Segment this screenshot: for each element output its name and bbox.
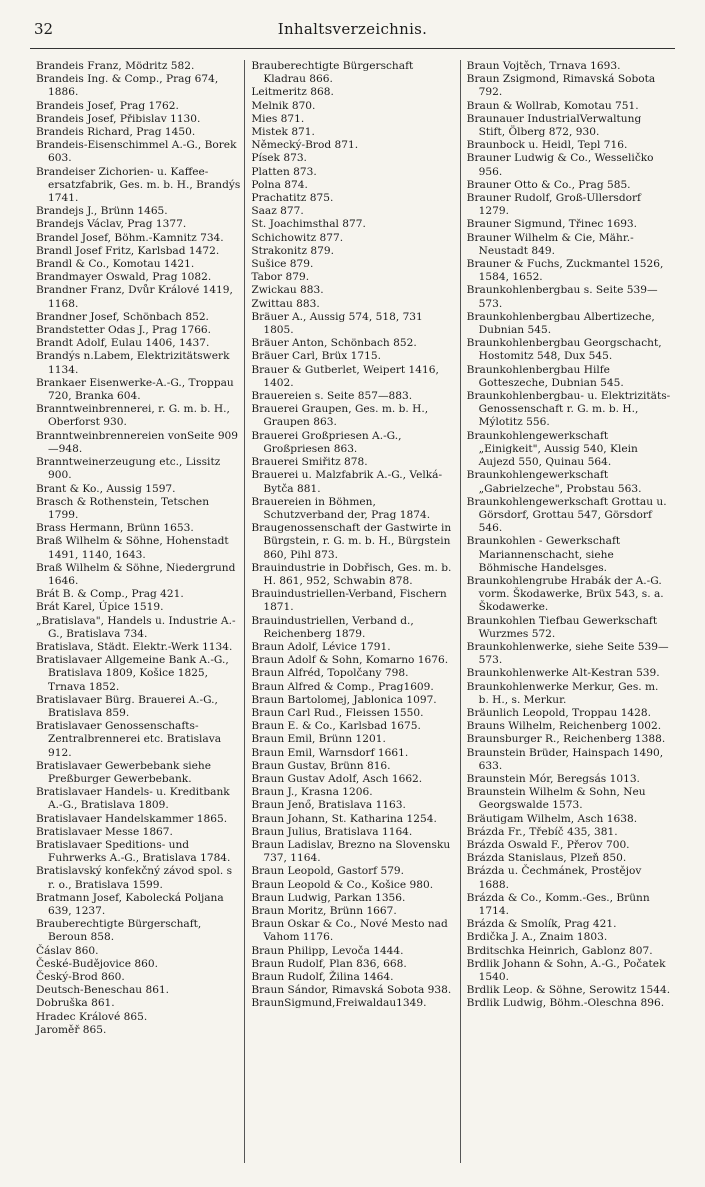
index-entry: Braunkohlenbergbau Hilfe Gotteszeche, Dubnian 545. <box>466 363 624 389</box>
index-entry: Braun & Wollrab, Komotau 751. <box>466 99 639 112</box>
index-entry: Bräuer A., Aussig 574, 518, 731 1805. <box>251 310 423 337</box>
page-number: 32 <box>34 20 54 38</box>
index-column-2 <box>244 60 459 1163</box>
index-entry: Brauner Rudolf, Groß-Ullersdorf 1279. <box>466 192 641 218</box>
index-entry: Braunkohlenbergbau Georgschacht, Hostomitz 548, Dux 545. <box>466 337 662 363</box>
index-entry: Brandejs J., Brünn 1465. <box>36 205 168 218</box>
index-entry: Brandeis Josef, Přibislav 1130. <box>36 112 201 125</box>
index-entry: Brauerei Graupen, Ges. m. b. H., Graupen 863. <box>251 403 429 429</box>
index-entry: Braunkohlengrube Hrabák der A.-G. vorm. Škodawerke, Brüx 543, s. a. Škodawerke. <box>466 574 664 614</box>
index-entry: Brauer & Gutberlet, Weipert 1416, 1402. <box>251 363 439 389</box>
index-entry: Brauerei Smiřitz 878. <box>251 456 368 469</box>
index-entry: Braun Johann, St. Katharina 1254. <box>251 812 437 825</box>
index-entry: Branntweinerzeugung etc., Lissitz 900. <box>36 456 221 482</box>
index-entry: Bratislavaer Allgemeine Bank A.-G., Bratislava 1809, Košice 1825, Trnava 1852. <box>36 654 229 693</box>
index-entry: Brázda u. Čechmánek, Prostějov 1688. <box>466 865 642 891</box>
index-entry: Mistek 871. <box>251 126 315 139</box>
index-entry: St. Joachimsthal 877. <box>251 218 366 231</box>
index-entry: Braunbock u. Heidl, Tepl 716. <box>466 139 628 152</box>
index-entry: Braun Jenő, Bratislava 1163. <box>251 799 406 812</box>
index-entry: Jaroměř 865. <box>36 1023 107 1036</box>
index-entry: Tabor 879. <box>251 271 310 284</box>
header-rule <box>30 48 675 49</box>
index-entry: Braun Adolf, Lévice 1791. <box>251 640 391 653</box>
index-entry: Braunstein Brüder, Hainspach 1490, 633. <box>466 746 664 772</box>
index-entry: Brauner Wilhelm & Cie, Mähr.-Neustadt 849. <box>466 231 634 257</box>
index-entry: Brázda Oswald F., Přerov 700. <box>466 838 630 851</box>
index-entry: Braunkohlen Tiefbau Gewerkschaft Wurzmes 572. <box>466 614 658 640</box>
index-entry: Braun Oskar & Co., Nové Mesto nad Vahom 1176. <box>251 918 448 944</box>
index-entry: Brdlik Ludwig, Böhm.-Oleschna 896. <box>466 997 665 1010</box>
index-entry: Bratislavaer Bürg. Brauerei A.-G., Bratislava 859. <box>36 693 218 719</box>
index-entry: Branntweinbrennereien vonSeite 909—948. <box>36 429 239 455</box>
index-entry: Brasch & Rothenstein, Tetschen 1799. <box>36 495 210 521</box>
index-entry: Braunkohlenbergbau Albertizeche, Dubnian 545. <box>466 310 655 337</box>
index-entry: Bräunlich Leopold, Troppau 1428. <box>466 706 652 719</box>
index-entry: Brandýs n.Labem, Elektrizitätswerk 1134. <box>36 350 230 376</box>
index-entry: Braun Zsigmond, Rimavská Sobota 792. <box>466 73 656 99</box>
index-entry: Braunkohlengewerkschaft „Einigkeit", Aussig 540, Klein Aujezd 550, Quinau 564. <box>466 429 638 469</box>
index-entry: Brandmayer Oswald, Prag 1082. <box>36 271 212 284</box>
index-entry: Brauns Wilhelm, Reichenberg 1002. <box>466 720 662 733</box>
index-entry: Braß Wilhelm & Söhne, Niedergrund 1646. <box>36 561 236 587</box>
index-entry: Brauindustrie in Dobřisch, Ges. m. b. H. 861, 952, Schwabin 878. <box>251 561 452 587</box>
index-entry: Brandeis Josef, Prag 1762. <box>36 99 179 112</box>
index-entry: Německý-Brod 871. <box>251 139 359 152</box>
index-entry: Braunkohlenwerke Merkur, Ges. m. b. H., s. Merkur. <box>466 680 659 706</box>
index-entry: Prachatitz 875. <box>251 192 334 205</box>
index-entry: Braun E. & Co., Karlsbad 1675. <box>251 720 421 733</box>
index-entry: Braunkohlenwerke Alt-Kestran 539. <box>466 667 660 680</box>
index-entry: Deutsch-Beneschau 861. <box>36 984 170 997</box>
index-entry: Brdička J. A., Znaim 1803. <box>466 931 608 944</box>
index-entry: Brditschka Heinrich, Gablonz 807. <box>466 944 653 957</box>
index-entry: Brandl Josef Fritz, Karlsbad 1472. <box>36 244 220 257</box>
index-column-3 <box>460 60 675 1163</box>
index-entry: Braun Bartolomej, Jablonica 1097. <box>251 693 437 706</box>
index-entry: Schichowitz 877. <box>251 231 344 244</box>
index-entry: Braun Adolf & Sohn, Komarno 1676. <box>251 654 449 667</box>
index-entry: Braun Alfred & Comp., Prag1609. <box>251 680 434 693</box>
index-entry: Bratislavaer Genossenschafts-Zentralbrennerei etc. Bratislava 912. <box>36 720 222 759</box>
index-entry: Brázda & Co., Komm.-Ges., Brünn 1714. <box>466 891 650 917</box>
index-entry: Bratislavaer Speditions- und Fuhrwerks A.-G., Bratislava 1784. <box>36 838 231 865</box>
index-entry: Braun Ladislav, Brezno na Slovensku 737, 1164. <box>251 838 451 865</box>
index-entry: Braunsburger R., Reichenberg 1388. <box>466 733 666 746</box>
index-entry: Bräuer Anton, Schönbach 852. <box>251 337 417 350</box>
index-entry: Strakonitz 879. <box>251 244 335 257</box>
index-entry: Braun Alfréd, Topolčany 798. <box>251 667 409 680</box>
index-entry: Brandeis Franz, Mödritz 582. <box>36 60 195 72</box>
index-entry: Sušice 879. <box>251 258 314 271</box>
index-entry: Braun Carl Rud., Fleissen 1550. <box>251 706 424 719</box>
index-entry: Mies 871. <box>251 112 305 125</box>
index-entry: Braunauer IndustrialVerwaltung Stift, Ölberg 872, 930. <box>466 112 642 139</box>
index-entry: Braun Philipp, Levoča 1444. <box>251 944 404 957</box>
index-entry: Brass Hermann, Brünn 1653. <box>36 522 194 535</box>
index-entry: Hradec Králové 865. <box>36 1010 148 1023</box>
index-entry: Brauereien in Böhmen, Schutzverband der, Prag 1874. <box>251 495 431 521</box>
index-entry: Brant & Ko., Aussig 1597. <box>36 482 176 495</box>
index-entry: Braunkohlen - Gewerkschaft Mariannenschacht, siehe Böhmische Handelsges. <box>466 535 621 574</box>
index-entry: Braun Emil, Warnsdorf 1661. <box>251 746 409 759</box>
index-entry: Brandeiser Zichorien- u. Kaffee-ersatzfabrik, Ges. m. b. H., Brandýs 1741. <box>36 165 241 205</box>
index-entry: Brandeis Richard, Prag 1450. <box>36 126 196 139</box>
index-columns <box>30 60 675 1163</box>
index-entry: Bratislavaer Messe 1867. <box>36 825 173 838</box>
index-entry: Leitmeritz 868. <box>251 86 334 99</box>
index-entry: Dobruška 861. <box>36 997 115 1010</box>
index-entry: Brandeis Ing. & Comp., Prag 674, 1886. <box>36 73 219 99</box>
index-entry: Brát Karel, Úpice 1519. <box>36 601 164 614</box>
index-entry: Braugenossenschaft der Gastwirte in Bürgstein, r. G. m. b. H., Bürgstein 860, Pihl 873. <box>251 522 452 561</box>
index-entry: Braunstein Wilhelm & Sohn, Neu Georgswalde 1573. <box>466 786 646 812</box>
index-entry: Brandner Franz, Dvůr Králové 1419, 1168. <box>36 284 233 310</box>
index-entry: Platten 873. <box>251 165 317 178</box>
index-entry: Brandeis-Eisenschimmel A.-G., Borek 603. <box>36 139 237 165</box>
index-entry: Brauner & Fuchs, Zuckmantel 1526, 1584, 1652. <box>466 258 664 284</box>
index-entry: Brázda Stanislaus, Plzeň 850. <box>466 852 627 865</box>
index-entry: Brázda Fr., Třebíč 435, 381. <box>466 825 618 838</box>
index-entry: Bratislavaer Handels- u. Kreditbank A.-G., Bratislava 1809. <box>36 786 230 812</box>
index-entry: BraunSigmund,Freiwaldau1349. <box>251 997 427 1010</box>
index-entry: Brandel Josef, Böhm.-Kamnitz 734. <box>36 231 224 244</box>
index-entry: Zwickau 883. <box>251 284 324 297</box>
index-entry: Brdlik Johann & Sohn, A.-G., Počatek 1540. <box>466 957 666 984</box>
index-entry: Braun Sándor, Rimavská Sobota 938. <box>251 984 452 997</box>
index-entry: Braun Vojtěch, Trnava 1693. <box>466 60 621 72</box>
index-entry: Čáslav 860. <box>36 944 99 957</box>
index-entry: Brauindustriellen, Verband d., Reichenberg 1879. <box>251 614 414 640</box>
index-entry: Bräuer Carl, Brüx 1715. <box>251 350 381 363</box>
index-entry: Brandstetter Odas J., Prag 1766. <box>36 324 212 337</box>
index-entry: Braun Rudolf, Plan 836, 668. <box>251 957 407 970</box>
index-entry: Braun Gustav Adolf, Asch 1662. <box>251 772 423 785</box>
index-entry: Braß Wilhelm & Söhne, Hohenstadt 1491, 1140, 1643. <box>36 535 229 561</box>
index-entry: Brauberechtigte Bürgerschaft, Beroun 858. <box>36 918 202 944</box>
index-entry: Brauner Sigmund, Třinec 1693. <box>466 218 638 231</box>
index-entry: Braun Leopold, Gastorf 579. <box>251 865 405 878</box>
index-entry: Brandejs Václav, Prag 1377. <box>36 218 187 231</box>
index-entry: Brát B. & Comp., Prag 421. <box>36 588 184 601</box>
index-entry: Saaz 877. <box>251 205 304 218</box>
index-entry: Brauereien s. Seite 857—883. <box>251 390 413 403</box>
index-column-1 <box>30 60 244 1163</box>
index-entry: Brandt Adolf, Eulau 1406, 1437. <box>36 337 210 350</box>
index-entry: Brauberechtigte Bürgerschaft Kladrau 866. <box>251 60 414 86</box>
index-entry: Brandner Josef, Schönbach 852. <box>36 310 209 323</box>
index-entry: Braunkohlengewerkschaft „Gabrielzeche", Probstau 563. <box>466 469 642 495</box>
index-entry: Braun Julius, Bratislava 1164. <box>251 825 413 838</box>
index-entry: Bratmann Josef, Kabolecká Poljana 639, 1237. <box>36 891 224 917</box>
index-entry: Písek 873. <box>251 152 307 165</box>
index-entry: Brauner Otto & Co., Prag 585. <box>466 178 631 191</box>
index-entry: Brázda & Smolík, Prag 421. <box>466 918 617 931</box>
index-entry: Melnik 870. <box>251 99 316 112</box>
index-entry: Český-Brod 860. <box>36 971 125 984</box>
index-entry: Braunkohlenbergbau- u. Elektrizitäts-Genossenschaft r. G. m. b. H., Mýlotitz 556. <box>466 390 671 429</box>
index-entry: Brandl & Co., Komotau 1421. <box>36 258 195 271</box>
page-title: Inhaltsverzeichnis. <box>277 20 428 38</box>
index-entry: Brankaer Eisenwerke-A.-G., Troppau 720, Branka 604. <box>36 376 234 403</box>
index-entry: Braun Gustav, Brünn 816. <box>251 759 391 772</box>
index-entry: České-Budějovice 860. <box>36 957 158 970</box>
index-entry: Bratislavaer Gewerbebank siehe Preßburger Gewerbebank. <box>36 759 212 785</box>
index-entry: Braun Rudolf, Žilina 1464. <box>251 971 394 984</box>
index-entry: Braun J., Krasna 1206. <box>251 786 373 799</box>
index-entry: Bräutigam Wilhelm, Asch 1638. <box>466 812 638 825</box>
index-entry: Zwittau 883. <box>251 297 320 310</box>
index-entry: Polna 874. <box>251 178 308 191</box>
index-entry: Braun Ludwig, Parkan 1356. <box>251 891 406 904</box>
index-entry: Braun Emil, Brünn 1201. <box>251 733 386 746</box>
index-entry: Brauner Ludwig & Co., Wesseličko 956. <box>466 152 654 178</box>
index-entry: Brauindustriellen-Verband, Fischern 1871. <box>251 588 447 614</box>
index-entry: Brdlik Leop. & Söhne, Serowitz 1544. <box>466 984 671 997</box>
index-entry: Braunstein Mór, Beregsás 1013. <box>466 772 640 785</box>
index-entry: Braun Moritz, Brünn 1667. <box>251 905 397 917</box>
index-entry: Braunkohlengewerkschaft Grottau u. Görsdorf, Grottau 547, Görsdorf 546. <box>466 495 667 535</box>
index-entry: Brauerei Großpriesen A.-G., Großpriesen 863. <box>251 429 402 455</box>
index-entry: Braunkohlenwerke, siehe Seite 539—573. <box>466 640 669 667</box>
index-entry: Braun Leopold & Co., Košice 980. <box>251 878 434 891</box>
index-entry: Braunkohlenbergbau s. Seite 539—573. <box>466 284 658 310</box>
index-entry: Bratislavaer Handelskammer 1865. <box>36 812 228 825</box>
index-entry: Branntweinbrennerei, r. G. m. b. H., Oberforst 930. <box>36 403 230 429</box>
index-entry: Bratislavský konfekčný závod spol. s r. o., Bratislava 1599. <box>36 865 233 891</box>
index-entry: „Bratislava", Handels u. Industrie A.-G., Bratislava 734. <box>36 614 236 640</box>
index-entry: Brauerei u. Malzfabrik A.-G., Velká-Bytča 881. <box>251 469 443 495</box>
index-entry: Bratislava, Städt. Elektr.-Werk 1134. <box>36 640 233 653</box>
